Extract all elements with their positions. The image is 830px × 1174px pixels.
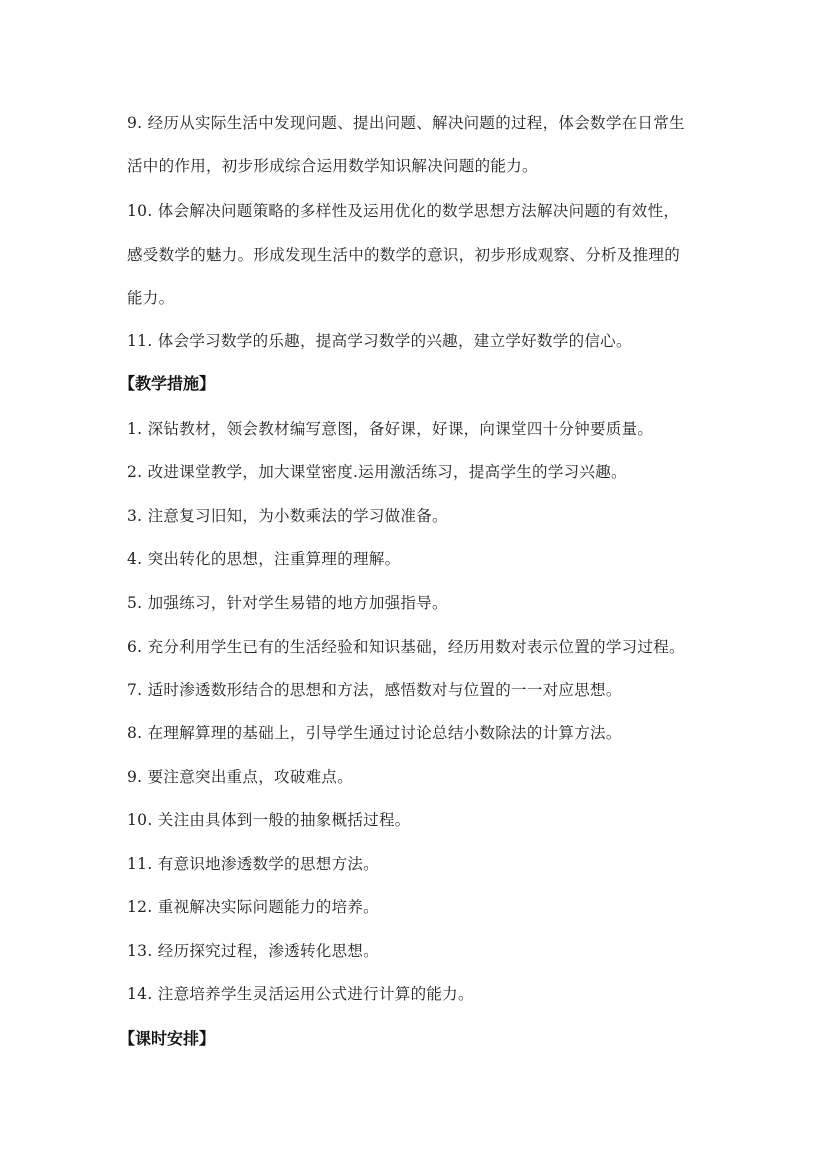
measure-item: 7. 适时渗透数形结合的思想和方法，感悟数对与位置的一一对应思想。 — [127, 681, 622, 699]
goal-item-10-line-2: 感受数学的魅力。形成发现生活中的数学的意识，初步形成观察、分析及推理的 — [127, 246, 681, 264]
measure-item: 9. 要注意突出重点，攻破难点。 — [127, 768, 354, 786]
measure-item: 6. 充分利用学生已有的生活经验和知识基础，经历用数对表示位置的学习过程。 — [127, 638, 685, 656]
goal-item-11: 11. 体会学习数学的乐趣，提高学习数学的兴趣，建立学好数学的信心。 — [127, 332, 632, 350]
measure-item: 3. 注意复习旧知，为小数乘法的学习做准备。 — [127, 507, 448, 525]
goal-item-9-line-2: 活中的作用，初步形成综合运用数学知识解决问题的能力。 — [127, 157, 538, 175]
measure-item: 10. 关注由具体到一般的抽象概括过程。 — [127, 811, 411, 829]
measure-item: 13. 经历探究过程，渗透转化思想。 — [127, 942, 379, 960]
section-heading-teaching-measures: 【教学措施】 — [119, 374, 216, 393]
measure-item: 11. 有意识地渗透数学的思想方法。 — [127, 855, 379, 873]
goal-item-10-line-3: 能力。 — [127, 289, 175, 307]
measure-item: 12. 重视解决实际问题能力的培养。 — [127, 898, 379, 916]
measure-item: 4. 突出转化的思想，注重算理的理解。 — [127, 550, 401, 568]
measure-item: 8. 在理解算理的基础上，引导学生通过讨论总结小数除法的计算方法。 — [127, 724, 622, 742]
goal-item-9-line-1: 9. 经历从实际生活中发现问题、提出问题、解决问题的过程，体会数学在日常生 — [127, 114, 685, 132]
measure-item: 5. 加强练习，针对学生易错的地方加强指导。 — [127, 594, 448, 612]
measure-item: 1. 深钻教材，领会教材编写意图，备好课，好课，向课堂四十分钟要质量。 — [127, 420, 654, 438]
goal-item-10-line-1: 10. 体会解决问题策略的多样性及运用优化的数学思想方法解决问题的有效性， — [127, 202, 680, 220]
measure-item: 2. 改进课堂教学，加大课堂密度.运用激活练习，提高学生的学习兴趣。 — [127, 463, 627, 481]
section-heading-schedule: 【课时安排】 — [119, 1029, 216, 1048]
measure-item: 14. 注意培养学生灵活运用公式进行计算的能力。 — [127, 985, 474, 1003]
